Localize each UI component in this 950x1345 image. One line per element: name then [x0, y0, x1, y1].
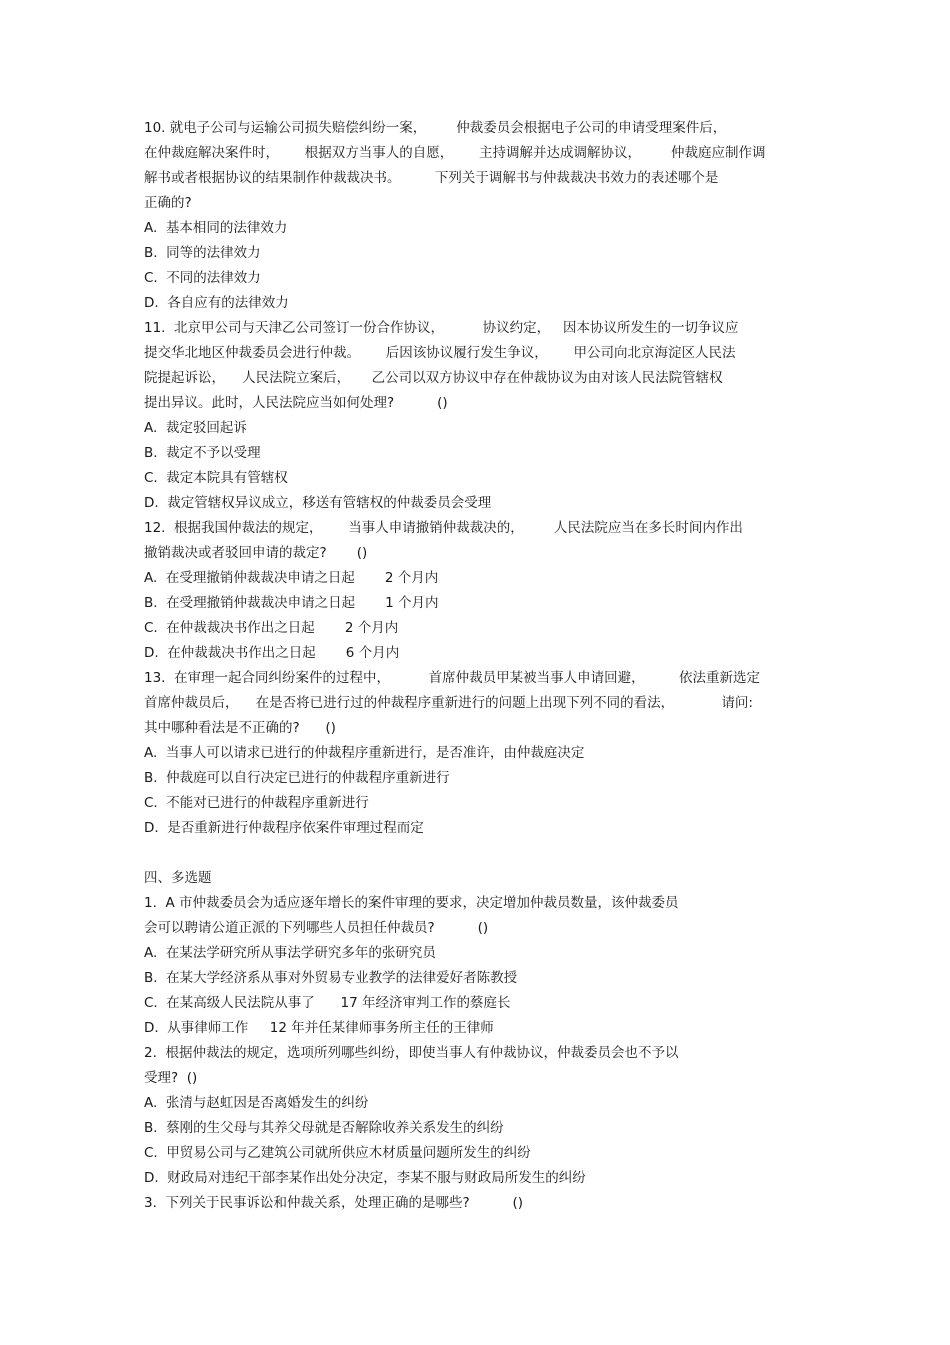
- question-11-option-d: D. 裁定管辖权异议成立，移送有管辖权的仲裁委员会受理: [144, 495, 492, 511]
- question-10-option-c: C. 不同的法律效力: [144, 270, 261, 286]
- question-10-option-a: A. 基本相同的法律效力: [144, 220, 288, 236]
- question-10-option-b: B. 同等的法律效力: [144, 245, 261, 261]
- question-10-stem-line: 在仲裁庭解决案件时， 根据双方当事人的自愿， 主持调解并达成调解协议， 仲裁庭应制作调: [144, 145, 766, 161]
- question-10-stem-line: 解书或者根据协议的结果制作仲裁裁决书。 下列关于调解书与仲裁裁决书效力的表述哪个是: [144, 170, 719, 186]
- multi-question-2-option-a: A. 张清与赵虹因是否离婚发生的纠纷: [144, 1095, 369, 1111]
- question-13-stem-line: 其中哪种看法是不正确的? (): [144, 720, 336, 736]
- question-11-stem-line: 提交华北地区仲裁委员会进行仲裁。 后因该协议履行发生争议， 甲公司向北京海淀区人民法: [144, 345, 736, 361]
- question-12-stem-line: 12. 根据我国仲裁法的规定， 当事人申请撤销仲裁裁决的， 人民法院应当在多长时间内作出: [144, 520, 743, 536]
- question-11-option-c: C. 裁定本院具有管辖权: [144, 470, 288, 486]
- question-13-option-b: B. 仲裁庭可以自行决定已进行的仲裁程序重新进行: [144, 770, 450, 786]
- question-12-option-d: D. 在仲裁裁决书作出之日起 6 个月内: [144, 645, 400, 661]
- multi-question-2-stem-line: 2. 根据仲裁法的规定，选项所列哪些纠纷，即使当事人有仲裁协议，仲裁委员会也不予以: [144, 1045, 679, 1061]
- question-11-option-a: A. 裁定驳回起诉: [144, 420, 247, 436]
- question-12-option-b: B. 在受理撤销仲裁裁决申请之日起 1 个月内: [144, 595, 439, 611]
- multi-question-1-option-d: D. 从事律师工作 12 年并任某律师事务所主任的王律师: [144, 1020, 494, 1036]
- question-12-option-c: C. 在仲裁裁决书作出之日起 2 个月内: [144, 620, 399, 636]
- multi-question-2-stem-line: 受理? (): [144, 1070, 198, 1086]
- question-10-stem-line: 10. 就电子公司与运输公司损失赔偿纠纷一案， 仲裁委员会根据电子公司的申请受理案件后，: [144, 120, 727, 136]
- question-11-option-b: B. 裁定不予以受理: [144, 445, 261, 461]
- multi-question-2-option-d: D. 财政局对违纪干部李某作出处分决定，李某不服与财政局所发生的纠纷: [144, 1170, 586, 1186]
- multi-question-2-option-b: B. 蔡刚的生父母与其养父母就是否解除收养关系发生的纠纷: [144, 1120, 504, 1136]
- question-10-option-d: D. 各自应有的法律效力: [144, 295, 289, 311]
- multi-question-3-stem-line: 3. 下列关于民事诉讼和仲裁关系，处理正确的是哪些? (): [144, 1195, 524, 1211]
- question-13-stem-line: 首席仲裁员后， 在是否将已进行过的仲裁程序重新进行的问题上出现下列不同的看法， 请问:: [144, 695, 753, 711]
- multi-question-2-option-c: C. 甲贸易公司与乙建筑公司就所供应木材质量问题所发生的纠纷: [144, 1145, 531, 1161]
- multi-question-1-option-c: C. 在某高级人民法院从事了 17 年经济审判工作的蔡庭长: [144, 995, 511, 1011]
- question-11-stem-line: 院提起诉讼， 人民法院立案后， 乙公司以双方协议中存在仲裁协议为由对该人民法院管辖权: [144, 370, 723, 386]
- multi-question-1-option-a: A. 在某法学研究所从事法学研究多年的张研究员: [144, 945, 436, 961]
- question-12-option-a: A. 在受理撤销仲裁裁决申请之日起 2 个月内: [144, 570, 439, 586]
- multi-question-1-option-b: B. 在某大学经济系从事对外贸易专业教学的法律爱好者陈教授: [144, 970, 518, 986]
- question-12-stem-line: 撤销裁决或者驳回申请的裁定? (): [144, 545, 368, 561]
- section-heading: 四、多选题: [144, 870, 212, 886]
- multi-question-1-stem-line: 1. A 市仲裁委员会为适应逐年增长的案件审理的要求，决定增加仲裁员数量，该仲裁委员: [144, 895, 679, 911]
- question-11-stem-line: 11. 北京甲公司与天津乙公司签订一份合作协议， 协议约定， 因本协议所发生的一切争议应: [144, 320, 739, 336]
- multi-question-1-stem-line: 会可以聘请公道正派的下列哪些人员担任仲裁员? (): [144, 920, 489, 936]
- question-10-stem-line: 正确的?: [144, 195, 192, 211]
- question-11-stem-line: 提出异议。此时，人民法院应当如何处理? (): [144, 395, 448, 411]
- question-13-option-d: D. 是否重新进行仲裁程序依案件审理过程而定: [144, 820, 424, 836]
- question-13-stem-line: 13. 在审理一起合同纠纷案件的过程中， 首席仲裁员甲某被当事人申请回避， 依法重新选定: [144, 670, 761, 686]
- question-13-option-a: A. 当事人可以请求已进行的仲裁程序重新进行，是否准许，由仲裁庭决定: [144, 745, 585, 761]
- question-13-option-c: C. 不能对已进行的仲裁程序重新进行: [144, 795, 369, 811]
